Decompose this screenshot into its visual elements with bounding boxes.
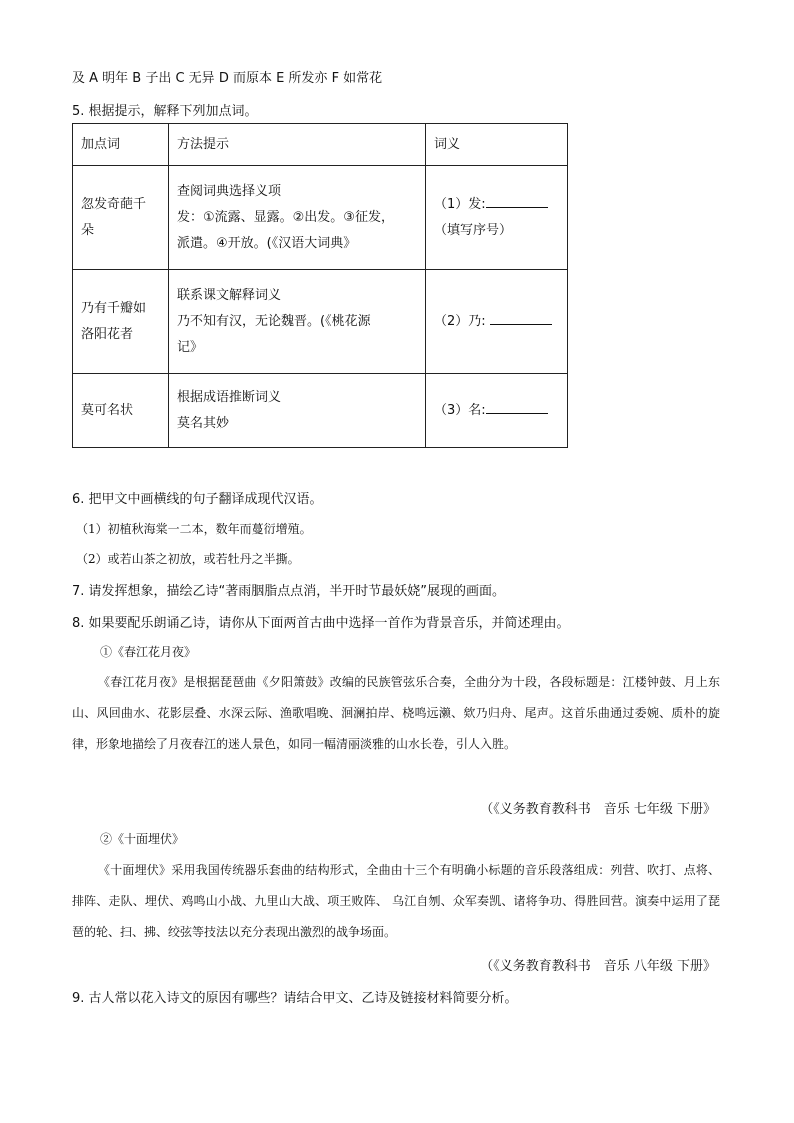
word-line: 朵: [81, 222, 95, 238]
answer-prefix: （3）名:: [434, 402, 486, 418]
question-6-item-2: （2）或若山茶之初放，或若牡丹之半撕。: [76, 552, 300, 566]
answer-prefix: （2）乃:: [434, 313, 486, 329]
piece-2-description: 《十面埋伏》采用我国传统器乐套曲的结构形式，全曲由十三个有明确小标题的音乐段落组成：列营、吹打、点将、排阵、走队、埋伏、鸡鸣山小战、九里山大战、项王败阵、 乌江自刎、众军奏凯、诸将争功、得胜回营。演奏中运用了琵琶的轮、扫、拂、绞弦等技法以充分表现出激烈的战争场面。: [72, 863, 720, 939]
question-5-prompt: 5. 根据提示，解释下列加点词。: [72, 104, 258, 119]
question-6-item-1: （1）初植秋海棠一二本，数年而蔓衍增殖。: [76, 522, 312, 536]
table-row: [73, 374, 568, 448]
dotted-word: [73, 270, 169, 374]
answer-prefix: （1）发:: [434, 196, 486, 212]
hint-line: 联系课文解释词义: [177, 287, 282, 303]
hint-line: 发：①流露、显露。②出发。③征发，: [177, 209, 394, 225]
piece-2-source: （《义务教育教科书 音乐 八年级 下册》: [480, 959, 716, 974]
hint-line: 莫名其妙: [177, 415, 230, 431]
question-7-prompt: 7. 请发挥想象，描绘乙诗“著雨胭脂点点消，半开时节最妖娆”展现的画面。: [72, 584, 506, 599]
word-line: 乃有千瓣如: [81, 300, 147, 316]
header-meaning: 词义: [426, 124, 568, 166]
dotted-word: [73, 166, 169, 270]
hint-line: 乃不知有汉，无论魏晋。(《桃花源: [177, 313, 371, 329]
hint-line: 派遣。④开放。(《汉语大词典》: [177, 235, 357, 251]
question-9-prompt: 9. 古人常以花入诗文的原因有哪些？请结合甲文、乙诗及链接材料简要分析。: [72, 991, 518, 1006]
meaning-cell: [426, 270, 568, 374]
table-header-row: [73, 124, 568, 166]
hint-line: 查阅词典选择义项: [177, 183, 282, 199]
dotted-word: [73, 374, 169, 448]
table-row: [73, 166, 568, 270]
piece-1-source: （《义务教育教科书 音乐 七年级 下册》: [480, 802, 716, 817]
question-6-prompt: 6. 把甲文中画横线的句子翻译成现代汉语。: [72, 492, 323, 507]
meaning-cell: [426, 166, 568, 270]
table-row: [73, 270, 568, 374]
meaning-cell: [426, 374, 568, 448]
top-line: 及 A 明年 B 子出 C 无异 D 而原本 E 所发亦 F 如常花: [72, 71, 383, 86]
question-8-prompt: 8. 如果要配乐朗诵乙诗，请你从下面两首古曲中选择一首作为背景音乐，并简述理由。: [72, 616, 570, 631]
answer-blank[interactable]: [486, 193, 548, 208]
header-word: 加点词: [73, 124, 169, 166]
word-line: 忽发奇葩千: [81, 196, 147, 212]
hint-line: 根据成语推断词义: [177, 389, 282, 405]
word-line: 洛阳花者: [81, 326, 134, 342]
piece-1-title: ①《春江花月夜》: [100, 645, 197, 659]
piece-2-title: ②《十面埋伏》: [100, 832, 185, 846]
vocab-table: [72, 123, 568, 448]
word-line: 莫可名状: [81, 402, 134, 418]
hint-line: 记》: [177, 339, 204, 355]
header-hint: 方法提示: [169, 124, 426, 166]
piece-1-description: 《春江花月夜》是根据琵琶曲《夕阳箫鼓》改编的民族管弦乐合奏，全曲分为十段，各段标题是：江楼钟鼓、月上东山、风回曲水、花影层叠、水深云际、渔歌唱晚、洄澜拍岸、桡鸣远濑、欸乃归舟、尾声。这首乐曲通过委婉、质朴的旋律，形象地描绘了月夜春江的迷人景色，如同一幅清丽淡雅的山水长卷，引人入胜。: [72, 675, 720, 751]
answer-blank[interactable]: [486, 399, 548, 414]
method-hint: [169, 270, 426, 374]
answer-blank[interactable]: [490, 310, 552, 325]
answer-note: （填写序号）: [434, 222, 513, 238]
method-hint: [169, 374, 426, 448]
method-hint: [169, 166, 426, 270]
